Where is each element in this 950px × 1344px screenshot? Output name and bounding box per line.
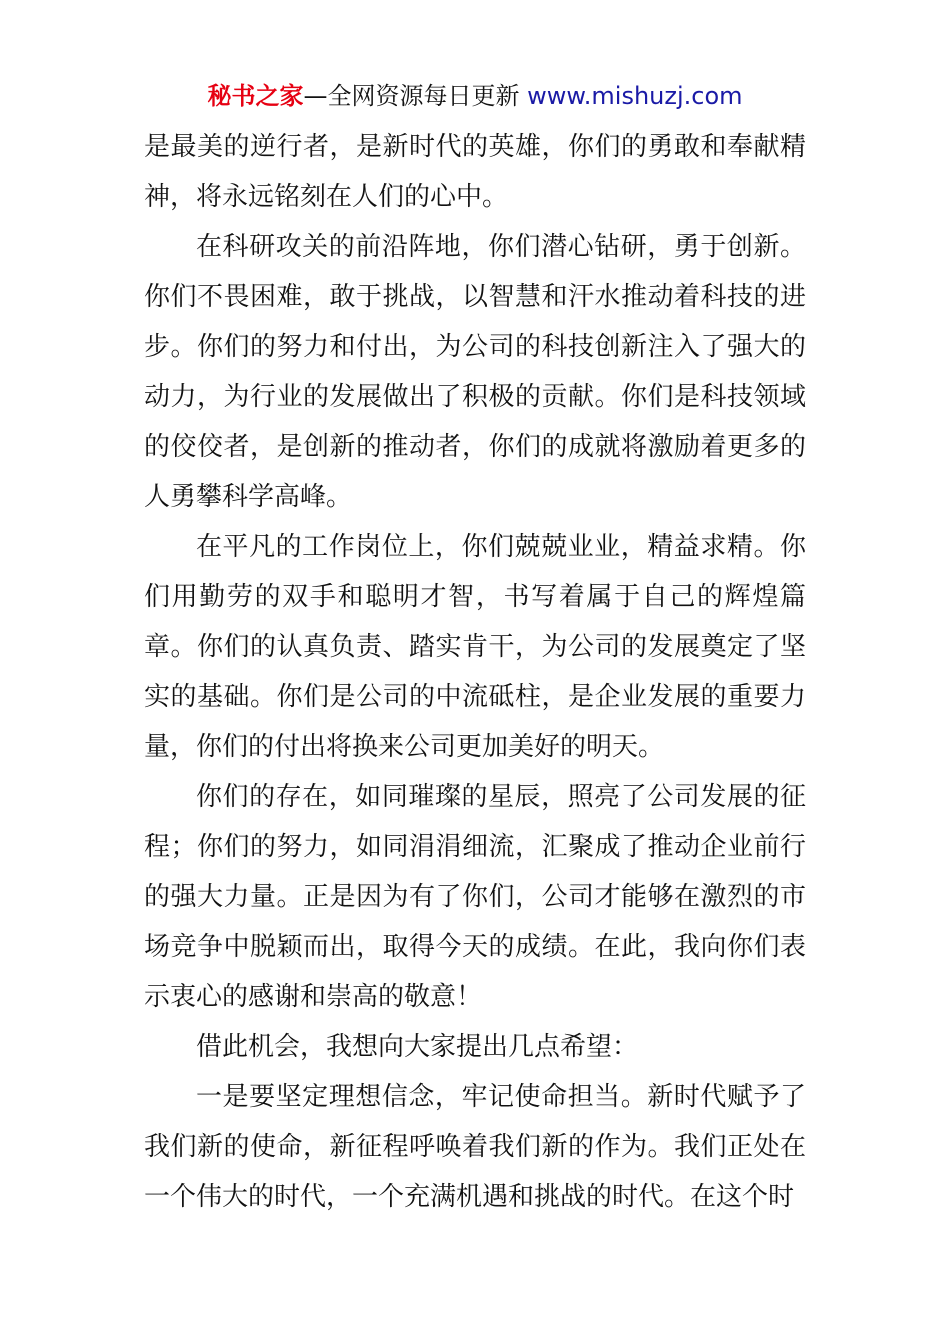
- paragraph-ordinary-posts: 在平凡的工作岗位上，你们兢兢业业，精益求精。你们用勤劳的双手和聪明才智，书写着属于自己的辉煌篇章。你们的认真负责、踏实肯干，为公司的发展奠定了坚实的基础。你们是公司的中流砥柱，是企业发展的重要力量，你们的付出将换来公司更加美好的明天。: [144, 532, 806, 762]
- paragraph-hope-one: 一是要坚定理想信念，牢记使命担当。新时代赋予了我们新的使命，新征程呼唤着我们新的作为。我们正处在一个伟大的时代，一个充满机遇和挑战的时代。在这个时: [144, 1082, 806, 1212]
- site-tagline: —全网资源每日更新: [303, 82, 520, 110]
- document-body: [144, 122, 806, 1222]
- paragraph-continuation: 是最美的逆行者，是新时代的英雄，你们的勇敢和奉献精神，将永远铭刻在人们的心中。: [144, 132, 806, 212]
- paragraph-research: 在科研攻关的前沿阵地，你们潜心钻研，勇于创新。你们不畏困难，敢于挑战，以智慧和汗水推动着科技的进步。你们的努力和付出，为公司的科技创新注入了强大的动力，为行业的发展做出了积极的贡献。你们是科技领域的佼佼者，是创新的推动者，你们的成就将激励着更多的人勇攀科学高峰。: [144, 232, 806, 512]
- page-header: [0, 80, 950, 112]
- site-brand: 秘书之家: [207, 82, 304, 110]
- site-url-link[interactable]: www.mishuzj.com: [527, 82, 743, 110]
- paragraph-gratitude: 你们的存在，如同璀璨的星辰，照亮了公司发展的征程；你们的努力，如同涓涓细流，汇聚成了推动企业前行的强大力量。正是因为有了你们，公司才能够在激烈的市场竞争中脱颖而出，取得今天的成绩。在此，我向你们表示衷心的感谢和崇高的敬意！: [144, 782, 806, 1012]
- paragraph-hopes-intro: 借此机会，我想向大家提出几点希望：: [196, 1032, 639, 1062]
